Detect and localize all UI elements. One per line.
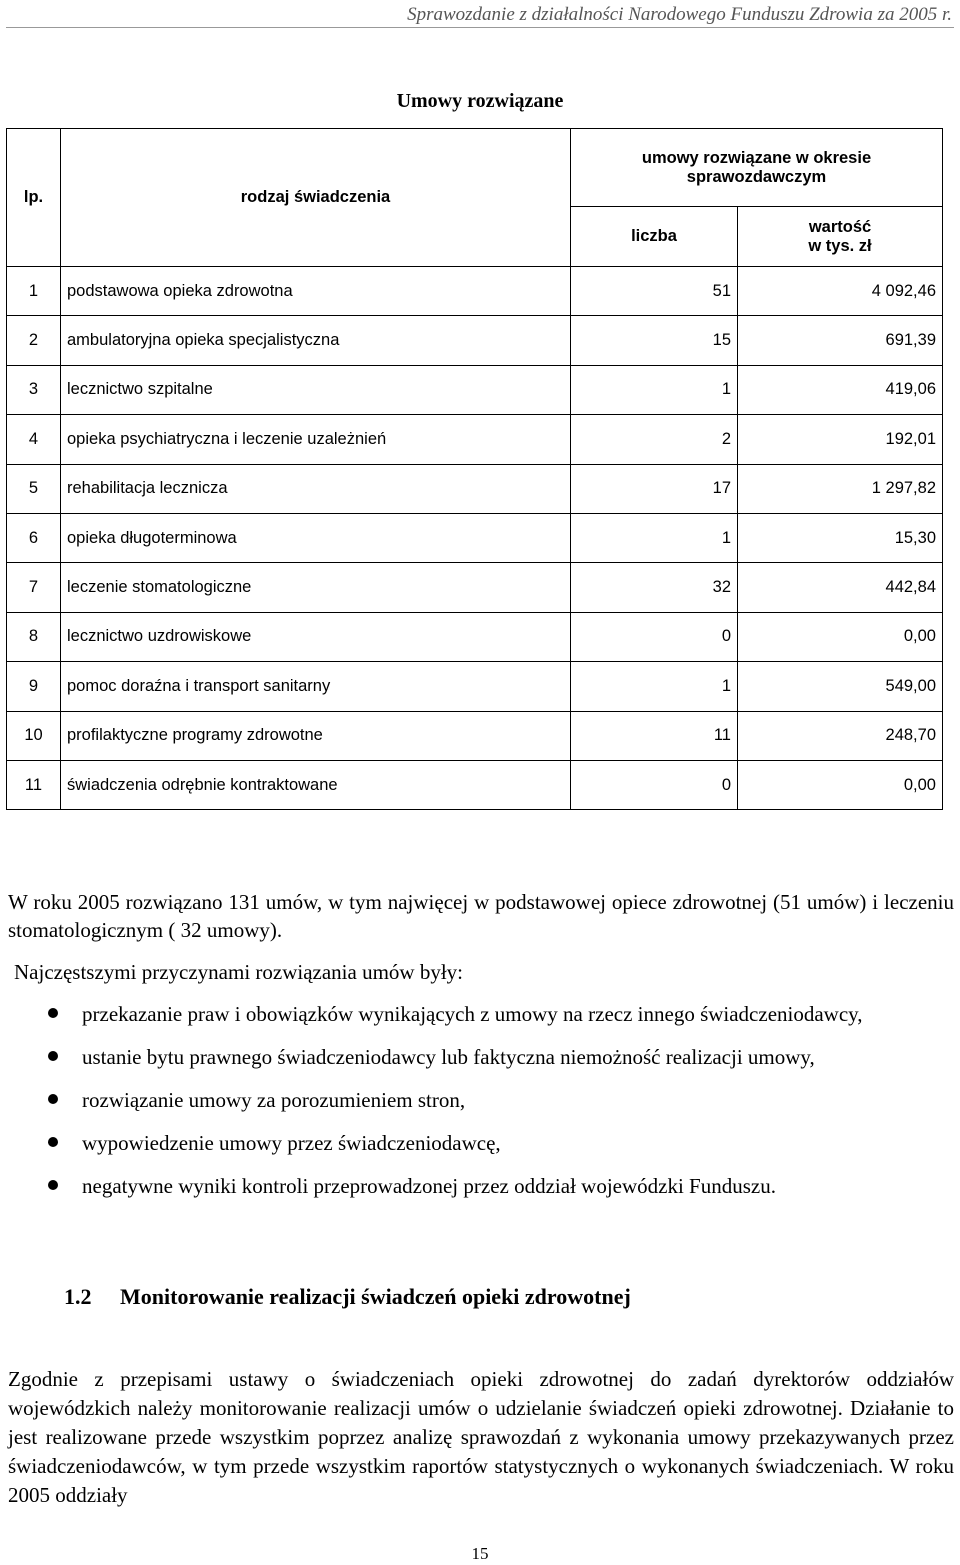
bullet-icon [48,1137,58,1147]
row-lp: 2 [7,316,61,365]
row-value: 248,70 [738,711,943,760]
summary-paragraph: W roku 2005 rozwiązano 131 umów, w tym najwięcej w podstawowej opiece zdrowotnej (51 umów) i leczeniu stomatologicznym ( 32 umowy). [8,890,954,942]
row-name: rehabilitacja lecznicza [61,464,571,513]
header-lp: lp. [7,129,61,267]
section-paragraph: Zgodnie z przepisami ustawy o świadczeniach opieki zdrowotnej do zadań dyrektorów oddziałów wojewódzkich należy monitorowanie realizacji umów o udzielanie świadczeń opieki zdrowotnej. Działanie to jest realizowane przede wszystkim poprzez analizę sprawozdań z wykonania umowy przekazywanych przez świadczeniodawców, w tym przede wszystkim raportów statystycznych o wykonanych świadczeniach. W roku 2005 oddziały [8,1367,954,1507]
list-item: negatywne wyniki kontroli przeprowadzonej przez oddział wojewódzki Funduszu. [8,1172,954,1200]
table-row [7,711,943,760]
row-count: 2 [571,415,738,464]
list-item: przekazanie praw i obowiązków wynikających z umowy na rzecz innego świadczeniodawcy, [8,1000,954,1028]
table-row [7,563,943,612]
header-value-line2: w tys. zł [808,236,872,255]
row-lp: 5 [7,464,61,513]
bullet-icon [48,1008,58,1018]
row-value: 419,06 [738,365,943,414]
row-value: 15,30 [738,513,943,562]
header-value-line1: wartość [808,217,872,236]
list-item: wypowiedzenie umowy przez świadczeniodawcę, [8,1129,954,1157]
row-value: 442,84 [738,563,943,612]
row-name: leczenie stomatologiczne [61,563,571,612]
table-row [7,316,943,365]
bullet-icon [48,1094,58,1104]
row-name: profilaktyczne programy zdrowotne [61,711,571,760]
header-divider [6,27,954,28]
table-title: Umowy rozwiązane [396,90,564,112]
table-row [7,662,943,711]
row-lp: 11 [7,760,61,809]
row-lp: 9 [7,662,61,711]
table-row [7,365,943,414]
header-group: umowy rozwiązane w okresie sprawozdawczym [571,129,943,207]
row-lp: 6 [7,513,61,562]
table-row [7,267,943,316]
row-lp: 10 [7,711,61,760]
section-heading [64,1284,631,1310]
row-count: 51 [571,267,738,316]
row-name: ambulatoryjna opieka specjalistyczna [61,316,571,365]
list-item: rozwiązanie umowy za porozumieniem stron, [8,1086,954,1114]
section-number: 1.2 [64,1284,92,1309]
row-value: 192,01 [738,415,943,464]
row-value: 0,00 [738,760,943,809]
row-value: 549,00 [738,662,943,711]
table-row [7,612,943,661]
row-lp: 7 [7,563,61,612]
table-row [7,760,943,809]
row-lp: 1 [7,267,61,316]
row-count: 1 [571,513,738,562]
row-name: lecznictwo uzdrowiskowe [61,612,571,661]
section-title: Monitorowanie realizacji świadczeń opieki zdrowotnej [120,1284,631,1309]
reasons-intro: Najczęstszymi przyczynami rozwiązania umów były: [14,960,463,984]
row-count: 1 [571,365,738,414]
header-value [738,207,943,267]
reasons-list [8,1000,954,1215]
row-lp: 4 [7,415,61,464]
row-count: 32 [571,563,738,612]
table-row [7,464,943,513]
row-lp: 3 [7,365,61,414]
header-count: liczba [571,207,738,267]
row-value: 0,00 [738,612,943,661]
table-row [7,513,943,562]
row-name: podstawowa opieka zdrowotna [61,267,571,316]
row-count: 17 [571,464,738,513]
row-name: świadczenia odrębnie kontraktowane [61,760,571,809]
row-value: 4 092,46 [738,267,943,316]
row-name: pomoc doraźna i transport sanitarny [61,662,571,711]
page-number: 15 [471,1544,489,1563]
row-value: 1 297,82 [738,464,943,513]
row-count: 1 [571,662,738,711]
bullet-icon [48,1180,58,1190]
page-header: Sprawozdanie z działalności Narodowego Funduszu Zdrowia za 2005 r. [407,4,952,25]
row-name: lecznictwo szpitalne [61,365,571,414]
bullet-icon [48,1051,58,1061]
header-type: rodzaj świadczenia [61,129,571,267]
row-name: opieka długoterminowa [61,513,571,562]
row-name: opieka psychiatryczna i leczenie uzależnień [61,415,571,464]
row-value: 691,39 [738,316,943,365]
row-count: 0 [571,612,738,661]
terminated-contracts-table [6,128,943,810]
row-lp: 8 [7,612,61,661]
list-item: ustanie bytu prawnego świadczeniodawcy lub faktyczna niemożność realizacji umowy, [8,1043,954,1071]
row-count: 11 [571,711,738,760]
row-count: 15 [571,316,738,365]
row-count: 0 [571,760,738,809]
table-row [7,415,943,464]
